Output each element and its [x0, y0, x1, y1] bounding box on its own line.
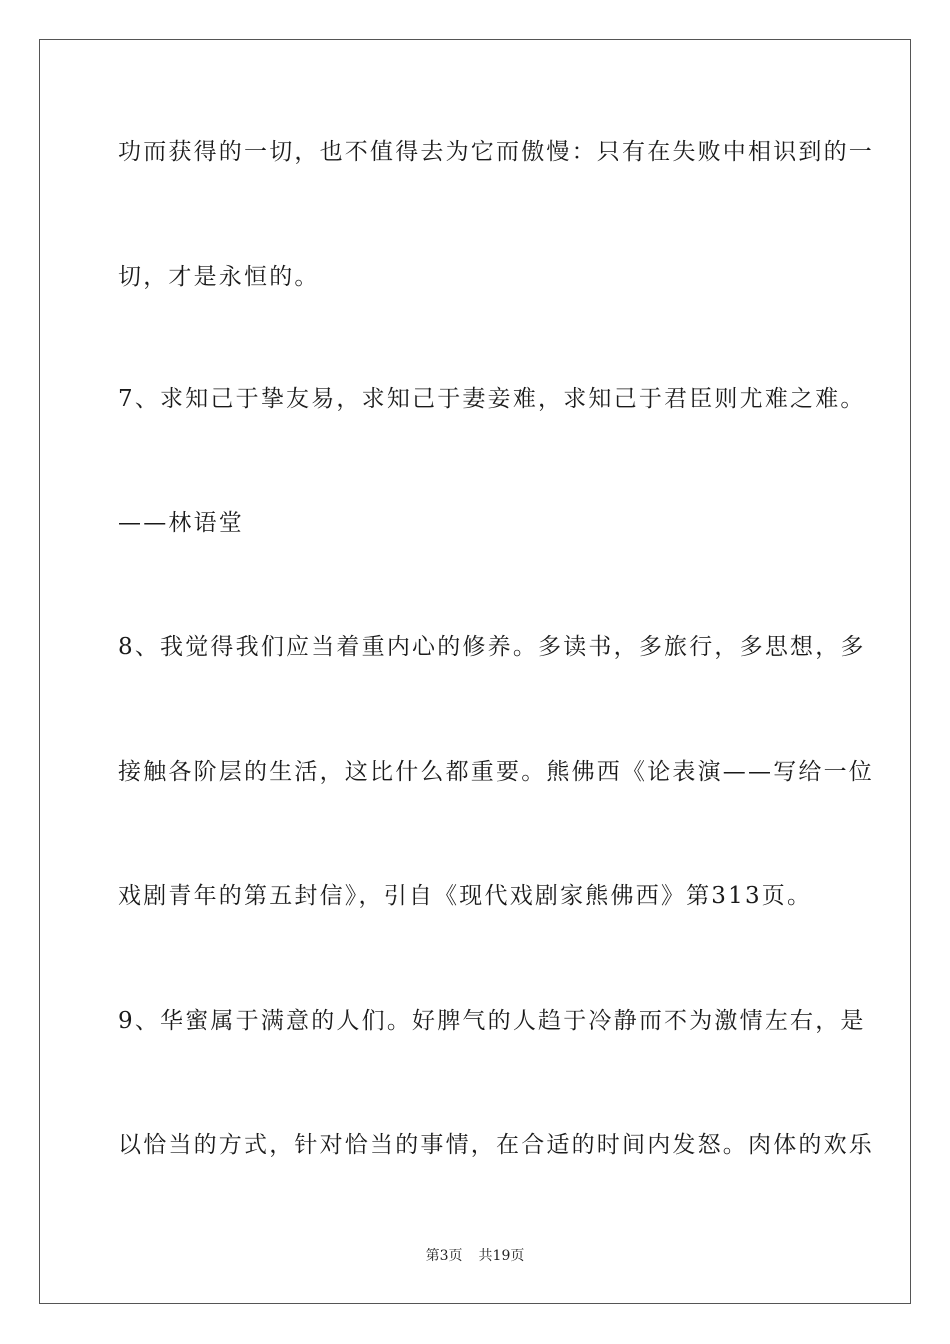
page-footer [0, 1247, 950, 1265]
page-border [39, 39, 911, 1304]
text-line-2: 切，才是永恒的。 [118, 264, 320, 290]
text-line-9: 以恰当的方式，针对恰当的事情，在合适的时间内发怒。肉体的欢乐 [118, 1132, 874, 1158]
text-line-1: 功而获得的一切，也不值得去为它而傲慢：只有在失败中相识到的一 [118, 139, 874, 165]
text-line-6: 接触各阶层的生活，这比什么都重要。熊佛西《论表演——写给一位 [118, 759, 874, 785]
text-line-8: 9、华蜜属于满意的人们。好脾气的人趋于冷静而不为激情左右，是 [118, 1008, 866, 1034]
text-line-4: ——林语堂 [118, 510, 244, 536]
text-line-3: 7、求知己于挚友易，求知己于妻妾难，求知己于君臣则尤难之难。 [118, 386, 866, 412]
text-line-7: 戏剧青年的第五封信》，引自《现代戏剧家熊佛西》第313页。 [118, 883, 813, 909]
text-line-5: 8、我觉得我们应当着重内心的修养。多读书，多旅行，多思想，多 [118, 634, 866, 660]
page-number: 第3页 [425, 1248, 463, 1264]
page-total: 共19页 [478, 1248, 525, 1264]
